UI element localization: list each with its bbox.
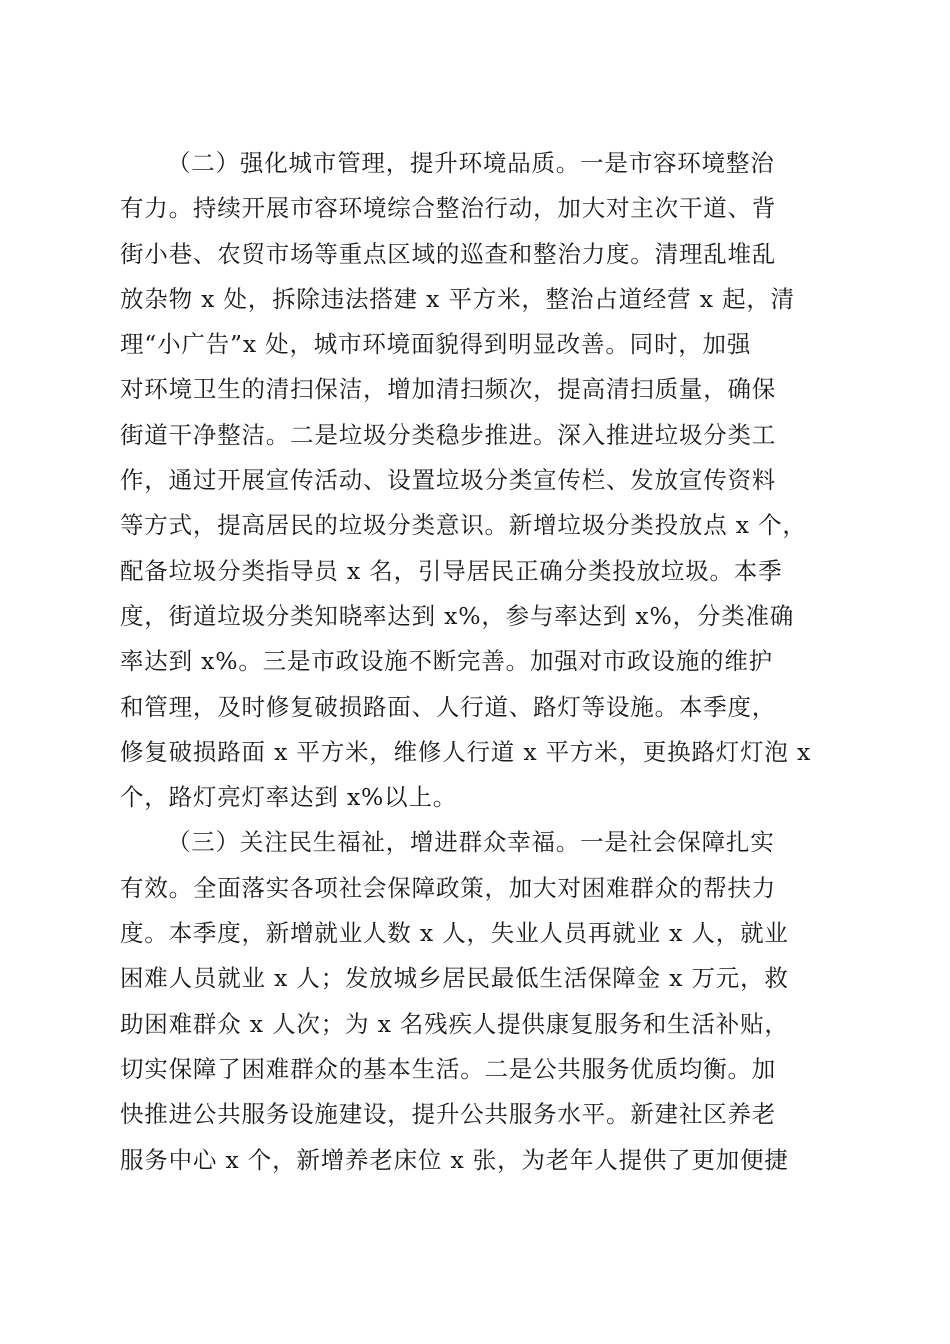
- text-line: 等方式，提高居民的垃圾分类意识。新增垃圾分类投放点 x 个，: [120, 511, 807, 540]
- text-line: 助困难群众 x 人次；为 x 名残疾人提供康复服务和生活补贴，: [120, 1009, 789, 1038]
- text-line: 快推进公共服务设施建设，提升公共服务水平。新建社区养老: [120, 1100, 777, 1129]
- text-line: 街小巷、农贸市场等重点区域的巡查和整治力度。清理乱堆乱: [120, 239, 777, 268]
- paragraph-city-management: [120, 141, 832, 820]
- text-line: 理“小广告”x 处，城市环境面貌得到明显改善。同时，加强: [120, 330, 752, 359]
- text-line: 修复破损路面 x 平方米，维修人行道 x 平方米，更换路灯灯泡 x: [120, 737, 812, 766]
- text-line: 有力。持续开展市容环境综合整治行动，加大对主次干道、背: [120, 194, 777, 223]
- text-line: 和管理，及时修复破损路面、人行道、路灯等设施。本季度，: [120, 692, 777, 721]
- text-line: 度。本季度，新增就业人数 x 人，失业人员再就业 x 人，就业: [120, 919, 789, 948]
- text-line: 服务中心 x 个，新增养老床位 x 张，为老年人提供了更加便捷: [120, 1145, 789, 1174]
- text-line: 配备垃圾分类指导员 x 名，引导居民正确分类投放垃圾。本季: [120, 556, 783, 585]
- text-line: （二）强化城市管理，提升环境品质。一是市容环境整治: [167, 149, 775, 177]
- text-line: 困难人员就业 x 人；发放城乡居民最低生活保障金 x 万元，救: [120, 964, 789, 993]
- text-line: （三）关注民生福祉，增进群众幸福。一是社会保障扎实: [167, 828, 775, 857]
- document-body: [120, 141, 832, 1183]
- text-line: 切实保障了困难群众的基本生活。二是公共服务优质均衡。加: [120, 1054, 777, 1083]
- text-line: 作，通过开展宣传活动、设置垃圾分类宣传栏、发放宣传资料: [120, 466, 777, 495]
- text-line: 个，路灯亮灯率达到 x%以上。: [120, 783, 458, 812]
- paragraph-livelihood: [120, 820, 832, 1182]
- text-line: 放杂物 x 处，拆除违法搭建 x 平方米，整治占道经营 x 起，清: [120, 284, 795, 313]
- text-line: 有效。全面落实各项社会保障政策，加大对困难群众的帮扶力: [120, 873, 777, 902]
- text-line: 对环境卫生的清扫保洁，增加清扫频次，提高清扫质量，确保: [120, 375, 777, 404]
- text-line: 度，街道垃圾分类知晓率达到 x%，参与率达到 x%，分类准确: [120, 601, 795, 630]
- text-line: 街道干净整洁。二是垃圾分类稳步推进。深入推进垃圾分类工: [120, 420, 777, 449]
- text-line: 率达到 x%。三是市政设施不断完善。加强对市政设施的维护: [120, 647, 773, 676]
